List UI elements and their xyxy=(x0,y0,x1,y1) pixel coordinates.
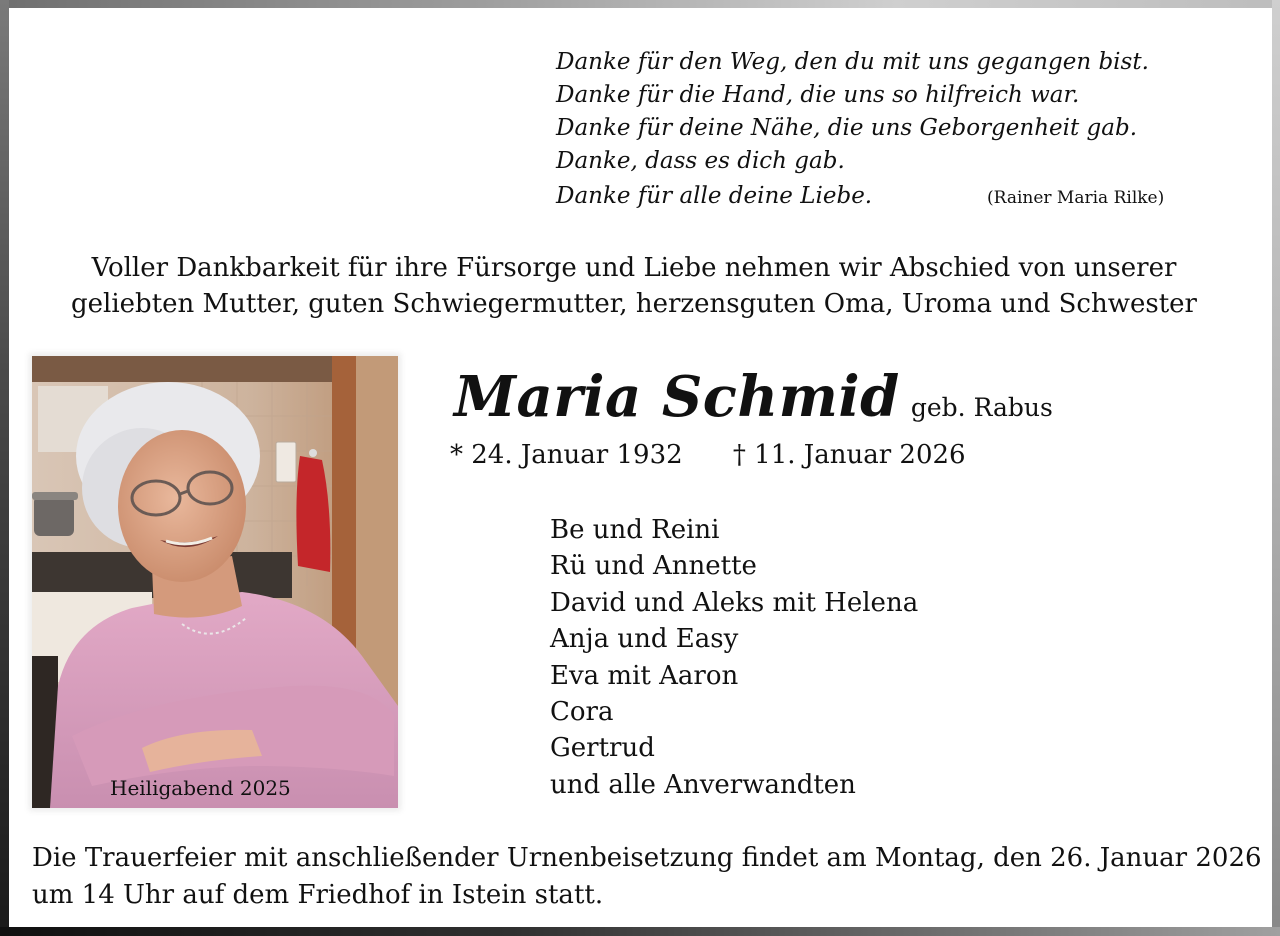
poem-line: Danke für alle deine Liebe. xyxy=(556,183,873,209)
family-member: Eva mit Aaron xyxy=(550,660,739,691)
family-member: Be und Reini xyxy=(550,515,720,545)
frame-border-right xyxy=(1272,0,1280,936)
death-date: † 11. Januar 2026 xyxy=(732,440,966,470)
ceremony-line: Die Trauerfeier mit anschließender Urnenbeisetzung findet am Montag, den 26. Januar 2026 xyxy=(32,843,1262,873)
poem-line: Danke für den Weg, den du mit uns gegangen bist. xyxy=(556,49,1149,75)
portrait-photo xyxy=(32,356,398,808)
ceremony-line: um 14 Uhr auf dem Friedhof in Istein statt. xyxy=(32,880,604,910)
intro-text xyxy=(20,250,1248,322)
birth-date: * 24. Januar 1932 xyxy=(450,440,683,470)
family-list xyxy=(550,512,918,803)
frame-border-left xyxy=(0,0,9,936)
family-member: Rü und Annette xyxy=(550,551,757,582)
intro-line: Voller Dankbarkeit für ihre Fürsorge und Liebe nehmen wir Abschied von unserer xyxy=(91,253,1177,283)
poem-line: Danke, dass es dich gab. xyxy=(556,148,845,174)
life-dates xyxy=(450,440,966,470)
poem-line: Danke für die Hand, die uns so hilfreich war. xyxy=(556,82,1080,108)
poem-author: (Rainer Maria Rilke) xyxy=(987,188,1165,208)
frame-border-bottom xyxy=(0,927,1280,936)
intro-line: geliebten Mutter, guten Schwiegermutter, herzensguten Oma, Uroma und Schwester xyxy=(71,289,1197,319)
deceased-name: Maria Schmid xyxy=(454,364,900,430)
photo-caption: Heiligabend 2025 xyxy=(110,776,291,800)
birth-name: geb. Rabus xyxy=(910,393,1053,422)
portrait-illustration xyxy=(32,356,398,808)
family-member: Cora xyxy=(550,697,614,728)
family-member: Anja und Easy xyxy=(550,624,739,655)
deceased-name-row xyxy=(454,364,1053,430)
family-member: Gertrud xyxy=(550,733,655,764)
frame-border-top xyxy=(0,0,1280,8)
ceremony-info xyxy=(32,840,1262,914)
family-member: und alle Anverwandten xyxy=(550,769,856,800)
poem-line: Danke für deine Nähe, die uns Geborgenheit gab. xyxy=(556,115,1138,141)
family-member: David und Aleks mit Helena xyxy=(550,587,919,618)
